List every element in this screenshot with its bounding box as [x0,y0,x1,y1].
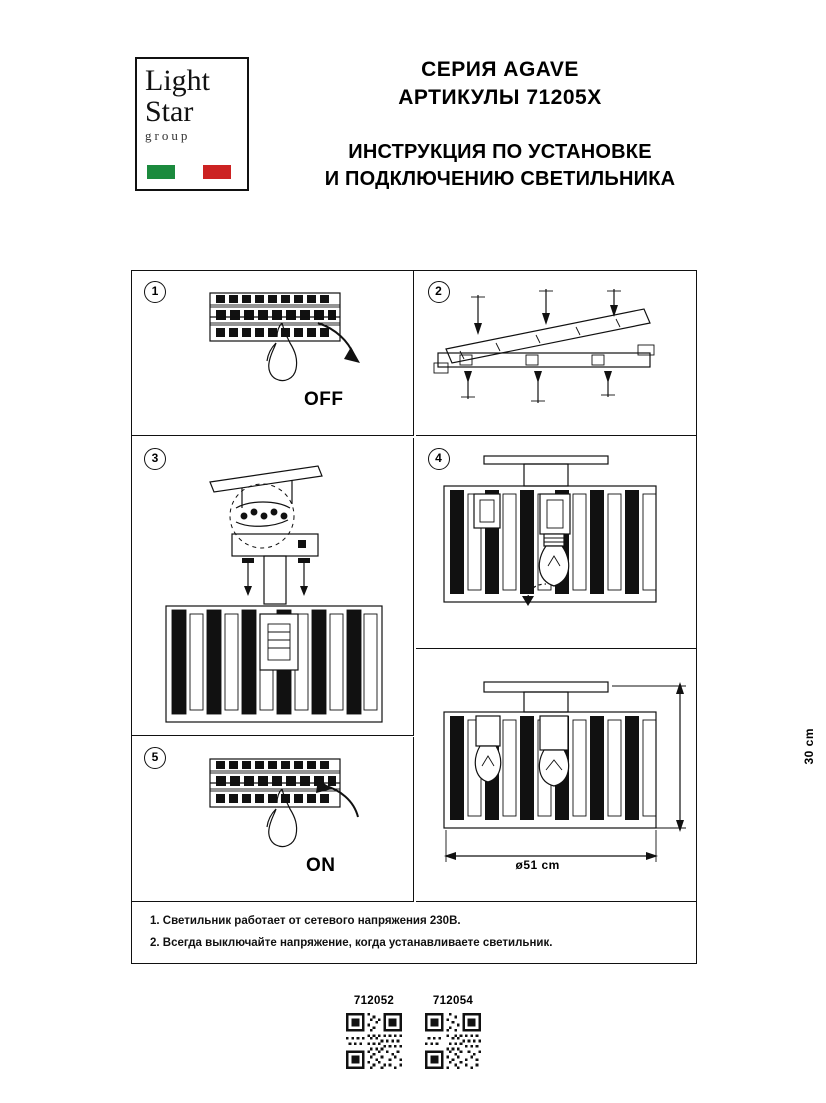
step-number-2: 2 [428,281,450,303]
document-header [0,0,826,230]
header-titles [290,56,710,193]
step-cell-3 [132,438,414,736]
step-3-illustration [132,438,414,736]
logo-line-2: Star [145,94,194,128]
step-number-3: 3 [144,448,166,470]
step-cell-5 [132,737,414,902]
article-line: АРТИКУЛЫ 71205X [398,86,602,110]
diameter-dimension-label: ø51 cm [515,857,560,872]
step-cell-1 [132,271,414,436]
instruction-panel [131,270,816,964]
qr-code-icon-712054 [425,1013,481,1069]
qr-label-2: 712054 [432,995,474,1007]
note-1: 1. Светильник работает от сетевого напряжения 230В. [150,915,461,927]
notes-section [132,899,696,963]
step-1-caption: OFF [304,389,344,410]
instruction-line-2: И ПОДКЛЮЧЕНИЮ СВЕТИЛЬНИКА [324,167,676,190]
step-number-4: 4 [428,448,450,470]
logo-line-1: Light [145,64,210,97]
logo-line-3: group [145,128,191,143]
italian-flag-icon [147,165,231,179]
step-number-1: 1 [144,281,166,303]
instruction-line-1: ИНСТРУКЦИЯ ПО УСТАНОВКЕ [348,140,652,163]
step-number-5: 5 [144,747,166,769]
dimensions-cell [416,650,816,902]
series-line: СЕРИЯ AGAVE [421,58,579,81]
qr-label-1: 712052 [353,995,395,1007]
step-cell-2 [416,271,697,436]
brand-logo [135,57,249,191]
qr-code-icon-712052 [346,1013,402,1069]
step-2-illustration [416,271,697,436]
step-1-illustration [132,271,414,436]
height-dimension-label: 30 cm [801,727,816,765]
step-5-caption: ON [306,854,336,876]
step-cell-4 [416,438,697,649]
qr-group-1 [339,995,409,1069]
note-2: 2. Всегда выключайте напряжение, когда устанавливаете светильник. [150,936,553,949]
qr-group-2 [418,995,488,1069]
step-4-illustration [416,438,697,649]
step-5-illustration [132,737,414,902]
logo-wordmark [145,64,245,143]
